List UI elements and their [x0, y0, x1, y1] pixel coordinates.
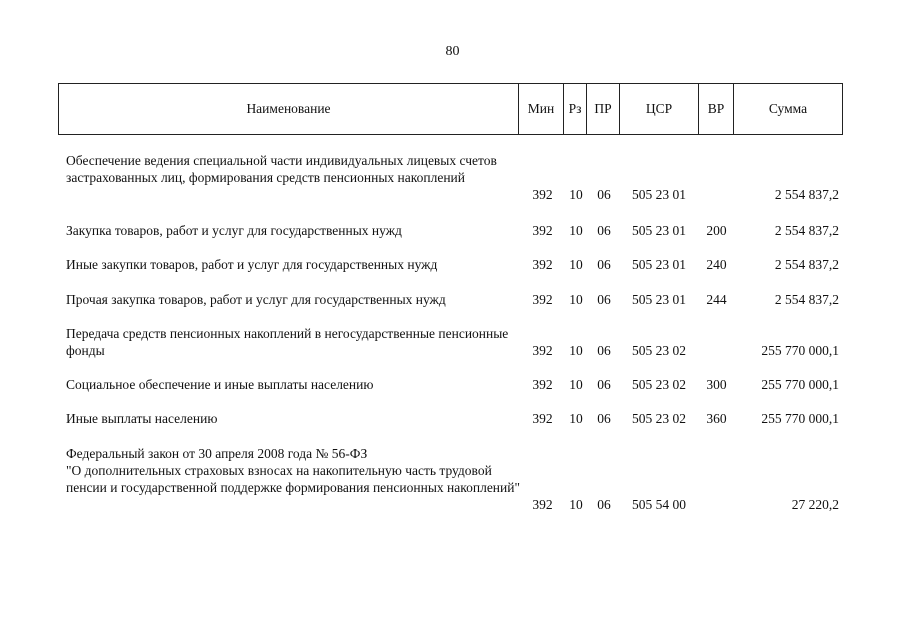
row-min: 392: [532, 223, 553, 238]
row-vr: 360: [706, 411, 727, 426]
row-vr: 300: [706, 377, 727, 392]
row-rz: 10: [569, 292, 583, 307]
row-min: 392: [532, 377, 553, 392]
row-pr: 06: [597, 187, 611, 202]
row-csr: 505 23 02: [632, 343, 686, 358]
row-name: Прочая закупка товаров, работ и услуг для государственных нужд: [66, 292, 446, 307]
row-sum: 2 554 837,2: [774, 223, 839, 238]
row-sum: 2 554 837,2: [774, 257, 839, 272]
row-sum: 27 220,2: [791, 497, 839, 512]
header-name: Наименование: [59, 84, 519, 134]
row-min: 392: [532, 411, 553, 426]
row-pr: 06: [597, 343, 611, 358]
row-rz: 10: [569, 343, 583, 358]
header-csr: ЦСР: [620, 84, 699, 134]
row-name: Закупка товаров, работ и услуг для государственных нужд: [66, 223, 402, 238]
row-sum: 255 770 000,1: [761, 411, 839, 426]
header-vr: ВР: [699, 84, 734, 134]
row-vr: 200: [706, 223, 727, 238]
row-rz: 10: [569, 497, 583, 512]
header-sum: Сумма: [768, 101, 808, 116]
row-min: 392: [532, 497, 553, 512]
row-min: 392: [532, 187, 553, 202]
row-min: 392: [532, 343, 553, 358]
header-rz: Рз: [564, 84, 587, 134]
row-name: Передача средств пенсионных накоплений в негосударственные пенсионные фонды: [66, 326, 509, 358]
row-csr: 505 54 00: [632, 497, 686, 512]
row-pr: 06: [597, 377, 611, 392]
page-number: 80: [445, 44, 460, 59]
row-vr: 240: [706, 257, 727, 272]
row-sum: 255 770 000,1: [761, 343, 839, 358]
row-rz: 10: [569, 411, 583, 426]
row-pr: 06: [597, 497, 611, 512]
row-pr: 06: [597, 257, 611, 272]
header-min: Мин: [519, 84, 564, 134]
row-min: 392: [532, 257, 553, 272]
row-min: 392: [532, 292, 553, 307]
row-rz: 10: [569, 223, 583, 238]
row-csr: 505 23 02: [632, 411, 686, 426]
row-rz: 10: [569, 377, 583, 392]
row-name: Федеральный закон от 30 апреля 2008 года № 56-ФЗ "О дополнительных страховых взносах на накопительную часть трудовой пенсии и государственной поддержке формирования пенсионных накоплений": [66, 446, 520, 495]
row-pr: 06: [597, 292, 611, 307]
row-sum: 255 770 000,1: [761, 377, 839, 392]
row-sum: 2 554 837,2: [774, 187, 839, 202]
row-csr: 505 23 02: [632, 377, 686, 392]
row-pr: 06: [597, 223, 611, 238]
row-csr: 505 23 01: [632, 187, 686, 202]
row-sum: 2 554 837,2: [774, 292, 839, 307]
row-name: Обеспечение ведения специальной части индивидуальных лицевых счетов застрахованных лиц, формирования средств пенсионных накоплений: [66, 153, 497, 185]
header-pr: ПР: [587, 84, 620, 134]
row-csr: 505 23 01: [632, 257, 686, 272]
row-csr: 505 23 01: [632, 292, 686, 307]
row-name: Иные выплаты населению: [66, 411, 218, 426]
table-header: [58, 83, 843, 135]
row-rz: 10: [569, 187, 583, 202]
row-rz: 10: [569, 257, 583, 272]
row-name: Иные закупки товаров, работ и услуг для государственных нужд: [66, 257, 438, 272]
row-name: Социальное обеспечение и иные выплаты населению: [66, 377, 374, 392]
row-vr: 244: [706, 292, 727, 307]
row-pr: 06: [597, 411, 611, 426]
row-csr: 505 23 01: [632, 223, 686, 238]
